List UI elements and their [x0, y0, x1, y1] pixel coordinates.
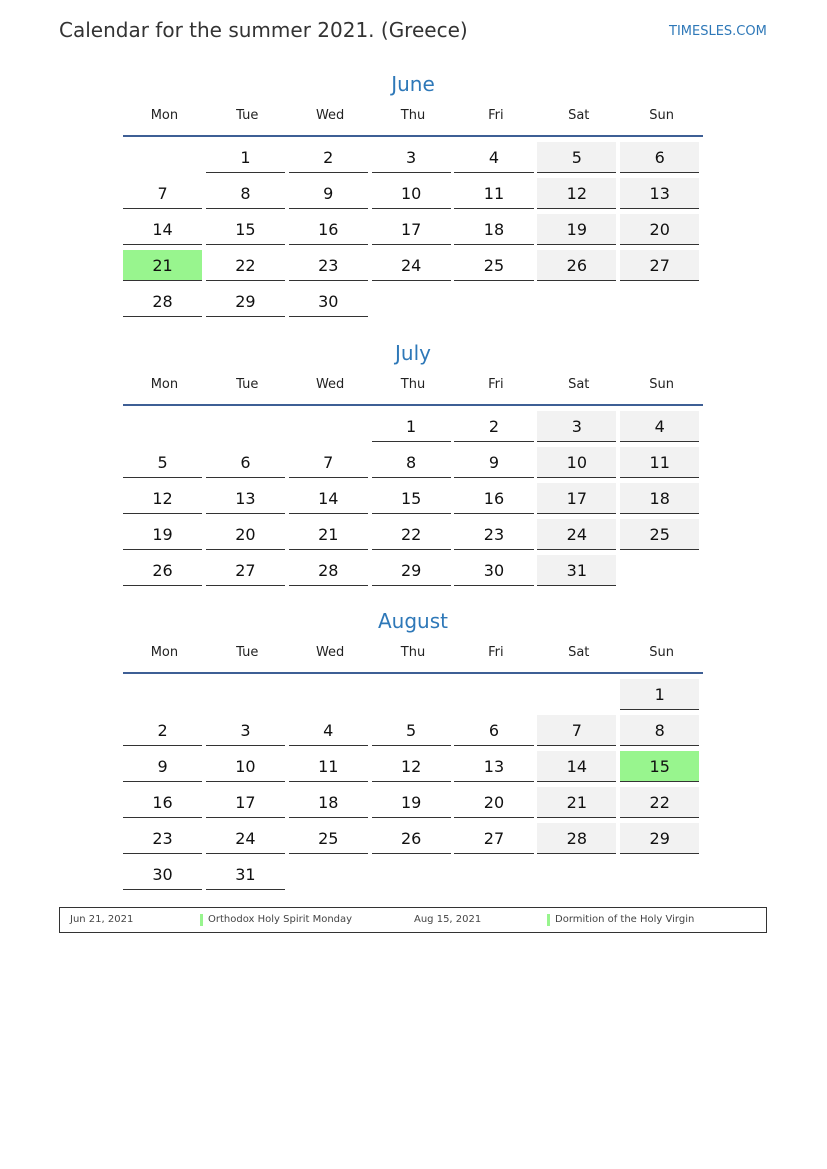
- day-cell: 4: [454, 142, 533, 173]
- holiday-legend: [59, 907, 767, 933]
- day-cell: 1: [620, 679, 699, 710]
- empty-cell: [454, 286, 533, 317]
- day-cell: 7: [289, 447, 368, 478]
- day-cell: 17: [206, 787, 285, 818]
- day-cell: 8: [620, 715, 699, 746]
- day-cell: 11: [454, 178, 533, 209]
- day-cell: 2: [454, 411, 533, 442]
- empty-cell: [289, 679, 368, 710]
- empty-cell: [454, 679, 533, 710]
- weekday-label: Wed: [315, 108, 345, 123]
- day-cell: 24: [206, 823, 285, 854]
- day-cell: 11: [620, 447, 699, 478]
- weekday-label: Fri: [488, 377, 504, 392]
- day-cell: 17: [537, 483, 616, 514]
- weekday-label: Sat: [568, 377, 590, 392]
- day-cell: 8: [372, 447, 451, 478]
- month-july: [123, 339, 703, 591]
- day-cell: 2: [123, 715, 202, 746]
- empty-cell: [123, 142, 202, 173]
- empty-cell: [123, 411, 202, 442]
- day-cell: 14: [123, 214, 202, 245]
- empty-cell: [123, 679, 202, 710]
- month-grid: [123, 142, 703, 322]
- month-june: [123, 70, 703, 322]
- day-cell: 23: [289, 250, 368, 281]
- day-cell: 29: [620, 823, 699, 854]
- day-cell: 8: [206, 178, 285, 209]
- day-cell: 12: [537, 178, 616, 209]
- day-cell: 5: [537, 142, 616, 173]
- day-cell: 12: [123, 483, 202, 514]
- week-row: [123, 250, 703, 286]
- day-cell: 14: [289, 483, 368, 514]
- weekday-label: Thu: [400, 108, 426, 123]
- day-cell: 13: [454, 751, 533, 782]
- day-cell: 20: [620, 214, 699, 245]
- month-title: June: [391, 72, 435, 96]
- week-row: [123, 519, 703, 555]
- week-row: [123, 447, 703, 483]
- weekday-label: Mon: [150, 645, 179, 660]
- weekday-label: Mon: [150, 108, 179, 123]
- empty-cell: [372, 859, 451, 890]
- week-row: [123, 411, 703, 447]
- day-cell: 30: [123, 859, 202, 890]
- day-cell: 27: [620, 250, 699, 281]
- week-row: [123, 679, 703, 715]
- day-cell: 21: [123, 250, 202, 281]
- day-cell: 16: [454, 483, 533, 514]
- week-row: [123, 555, 703, 591]
- weekday-label: Thu: [400, 645, 426, 660]
- day-cell: 15: [206, 214, 285, 245]
- empty-cell: [372, 286, 451, 317]
- weekday-label: Fri: [488, 645, 504, 660]
- header-rule: [123, 404, 703, 406]
- empty-cell: [206, 411, 285, 442]
- empty-cell: [620, 286, 699, 317]
- day-cell: 3: [372, 142, 451, 173]
- day-cell: 5: [123, 447, 202, 478]
- day-cell: 25: [289, 823, 368, 854]
- day-cell: 16: [123, 787, 202, 818]
- empty-cell: [537, 679, 616, 710]
- day-cell: 26: [372, 823, 451, 854]
- day-cell: 2: [289, 142, 368, 173]
- weekday-label: Sat: [568, 645, 590, 660]
- day-cell: 10: [372, 178, 451, 209]
- month-title: August: [378, 609, 448, 633]
- weekday-header: [123, 377, 703, 397]
- day-cell: 18: [289, 787, 368, 818]
- week-row: [123, 286, 703, 322]
- day-cell: 27: [454, 823, 533, 854]
- day-cell: 3: [537, 411, 616, 442]
- day-cell: 20: [206, 519, 285, 550]
- day-cell: 30: [289, 286, 368, 317]
- day-cell: 15: [372, 483, 451, 514]
- day-cell: 24: [372, 250, 451, 281]
- empty-cell: [620, 555, 699, 586]
- day-cell: 19: [372, 787, 451, 818]
- empty-cell: [454, 859, 533, 890]
- holiday-color-marker: [547, 914, 550, 926]
- day-cell: 13: [620, 178, 699, 209]
- day-cell: 7: [537, 715, 616, 746]
- day-cell: 6: [454, 715, 533, 746]
- day-cell: 31: [206, 859, 285, 890]
- day-cell: 1: [372, 411, 451, 442]
- day-cell: 10: [537, 447, 616, 478]
- weekday-label: Tue: [236, 108, 259, 123]
- weekday-label: Sat: [568, 108, 590, 123]
- weekday-header: [123, 108, 703, 128]
- page-title: Calendar for the summer 2021. (Greece): [59, 18, 468, 42]
- day-cell: 6: [620, 142, 699, 173]
- weekday-label: Tue: [236, 377, 259, 392]
- legend-date: Aug 15, 2021: [414, 914, 482, 925]
- empty-cell: [537, 286, 616, 317]
- weekday-label: Tue: [236, 645, 259, 660]
- day-cell: 19: [123, 519, 202, 550]
- day-cell: 9: [289, 178, 368, 209]
- day-cell: 11: [289, 751, 368, 782]
- legend-holiday-name: Dormition of the Holy Virgin: [555, 914, 695, 925]
- day-cell: 12: [372, 751, 451, 782]
- weekday-label: Sun: [649, 108, 674, 123]
- day-cell: 15: [620, 751, 699, 782]
- weekday-label: Mon: [150, 377, 179, 392]
- day-cell: 22: [372, 519, 451, 550]
- day-cell: 6: [206, 447, 285, 478]
- month-title: July: [395, 341, 431, 365]
- day-cell: 9: [123, 751, 202, 782]
- week-row: [123, 214, 703, 250]
- week-row: [123, 787, 703, 823]
- day-cell: 28: [123, 286, 202, 317]
- header-rule: [123, 135, 703, 137]
- day-cell: 25: [454, 250, 533, 281]
- day-cell: 23: [454, 519, 533, 550]
- week-row: [123, 483, 703, 519]
- site-link[interactable]: TIMESLES.COM: [669, 24, 767, 39]
- day-cell: 13: [206, 483, 285, 514]
- day-cell: 4: [620, 411, 699, 442]
- week-row: [123, 859, 703, 895]
- week-row: [123, 142, 703, 178]
- day-cell: 26: [537, 250, 616, 281]
- day-cell: 20: [454, 787, 533, 818]
- day-cell: 4: [289, 715, 368, 746]
- day-cell: 14: [537, 751, 616, 782]
- day-cell: 1: [206, 142, 285, 173]
- day-cell: 23: [123, 823, 202, 854]
- day-cell: 10: [206, 751, 285, 782]
- legend-date: Jun 21, 2021: [70, 914, 134, 925]
- weekday-header: [123, 645, 703, 665]
- day-cell: 21: [537, 787, 616, 818]
- day-cell: 7: [123, 178, 202, 209]
- day-cell: 29: [372, 555, 451, 586]
- week-row: [123, 178, 703, 214]
- empty-cell: [289, 859, 368, 890]
- week-row: [123, 715, 703, 751]
- day-cell: 28: [289, 555, 368, 586]
- day-cell: 24: [537, 519, 616, 550]
- weekday-label: Sun: [649, 377, 674, 392]
- day-cell: 21: [289, 519, 368, 550]
- day-cell: 22: [206, 250, 285, 281]
- day-cell: 18: [454, 214, 533, 245]
- weekday-label: Sun: [649, 645, 674, 660]
- day-cell: 22: [620, 787, 699, 818]
- empty-cell: [537, 859, 616, 890]
- day-cell: 3: [206, 715, 285, 746]
- day-cell: 26: [123, 555, 202, 586]
- header-rule: [123, 672, 703, 674]
- month-grid: [123, 411, 703, 591]
- day-cell: 27: [206, 555, 285, 586]
- weekday-label: Fri: [488, 108, 504, 123]
- month-august: [123, 607, 703, 895]
- weekday-label: Wed: [315, 377, 345, 392]
- legend-holiday-name: Orthodox Holy Spirit Monday: [208, 914, 353, 925]
- day-cell: 19: [537, 214, 616, 245]
- day-cell: 29: [206, 286, 285, 317]
- weekday-label: Wed: [315, 645, 345, 660]
- day-cell: 9: [454, 447, 533, 478]
- day-cell: 30: [454, 555, 533, 586]
- empty-cell: [620, 859, 699, 890]
- day-cell: 18: [620, 483, 699, 514]
- day-cell: 5: [372, 715, 451, 746]
- empty-cell: [372, 679, 451, 710]
- month-grid: [123, 679, 703, 895]
- week-row: [123, 823, 703, 859]
- day-cell: 16: [289, 214, 368, 245]
- day-cell: 31: [537, 555, 616, 586]
- day-cell: 28: [537, 823, 616, 854]
- week-row: [123, 751, 703, 787]
- holiday-color-marker: [200, 914, 203, 926]
- day-cell: 17: [372, 214, 451, 245]
- empty-cell: [289, 411, 368, 442]
- empty-cell: [206, 679, 285, 710]
- day-cell: 25: [620, 519, 699, 550]
- weekday-label: Thu: [400, 377, 426, 392]
